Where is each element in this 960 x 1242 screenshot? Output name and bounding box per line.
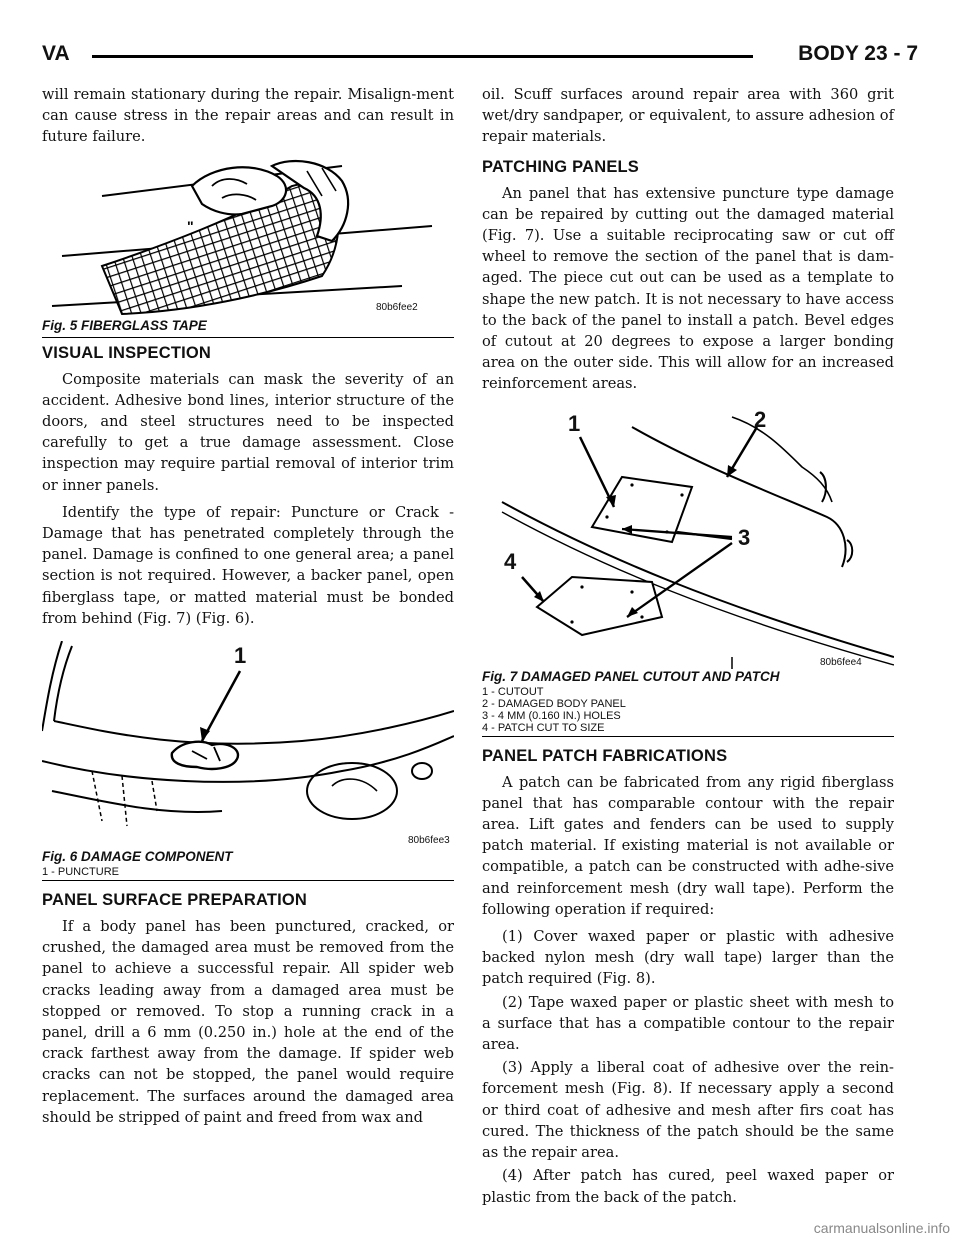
right-column <box>482 84 894 1210</box>
patching-paragraph: An panel that has extensive puncture type damage can be repaired by cutting out the damaged material (Fig. 7). Use a suitable reciprocating saw or cut off wheel to remove the section of the panel that is dam-aged. The piece cut out can be used as a template to shape the new patch. It is not necessary to have access to the back of the panel to install a patch. Bevel edges of cutout at 20 degrees to expose a larger bonding area on the outer side. This will allow for an increased reinforcement areas. <box>482 184 894 393</box>
figure-7-callout-4: 4 <box>504 548 517 574</box>
figure-6-code: 80b6fee3 <box>408 835 450 847</box>
watermark: carmanualsonline.info <box>813 1220 950 1236</box>
figure-7-legend-item: 3 - 4 MM (0.160 IN.) HOLES <box>482 709 621 722</box>
fabrication-step-4: (4) After patch has cured, peel waxed paper or plastic from the back of the patch. <box>482 1167 894 1206</box>
figure-7 <box>482 407 894 737</box>
header-section: VA <box>42 42 70 65</box>
damage-component-illustration <box>42 641 454 849</box>
figure-7-legend-item: 4 - PATCH CUT TO SIZE <box>482 721 605 734</box>
visual-inspection-paragraph-1: Composite materials can mask the severity of an accident. Adhesive bond lines, interior structure of the doors, and steel structures need to be inspected carefully to get a true damage assessment. Close inspection may require partial removal of interior trim or inner panels. <box>42 370 454 494</box>
intro-paragraph: will remain stationary during the repair. Misalign-ment can cause stress in the repair areas and can result in future failure. <box>42 86 454 146</box>
fabrications-heading: PANEL PATCH FABRICATIONS <box>482 746 728 765</box>
svg-text:": " <box>187 217 194 234</box>
figure-7-caption: Fig. 7 DAMAGED PANEL CUTOUT AND PATCH <box>482 668 780 684</box>
page-header <box>42 42 918 68</box>
visual-inspection-paragraph-2: Identify the type of repair: Puncture or Crack - Damage that has penetrated completely through the panel. Damage is confined to one general area; a panel section is not required. However, a backer panel, open fiberglass tape, or matted material must be bonded from behind (Fig. 7) (Fig. 6). <box>42 503 454 627</box>
figure-6-rule <box>42 880 454 881</box>
figure-7-legend <box>482 686 894 734</box>
left-column <box>42 84 454 1134</box>
figure-7-callout-1: 1 <box>568 410 581 436</box>
figure-6 <box>42 641 454 881</box>
patching-heading: PATCHING PANELS <box>482 157 640 176</box>
fabrication-step-3: (3) Apply a liberal coat of adhesive over the rein-forcement mesh (Fig. 8). If necessary apply a second or third coat of adhesive and mesh after firs coat has cured. The thickness of the patch should be the same as the repair area. <box>482 1059 894 1162</box>
figure-7-callout-2: 2 <box>754 406 767 432</box>
surface-prep-paragraph: If a body panel has been punctured, cracked, or crushed, the damaged area must be removed from the panel to achieve a successful repair. All spider web cracks leading away from a damaged area must be stopped or removed. To stop a running crack in a panel, drill a 6 mm (0.250 in.) hole at the end of the crack farthest away from the damage. If spider web cracks can not be stopped, the panel would require replacement. The surfaces around the damaged area should be stripped of paint and freed from wax and <box>42 918 454 1126</box>
continued-paragraph: oil. Scuff surfaces around repair area with 360 grit wet/dry sandpaper, or equivalent, to assure adhesion of repair materials. <box>482 86 894 146</box>
figure-5-caption: Fig. 5 FIBERGLASS TAPE <box>42 317 207 333</box>
figure-5-code: 80b6fee2 <box>376 301 418 313</box>
figure-7-legend-item: 2 - DAMAGED BODY PANEL <box>482 697 626 710</box>
figure-5-rule <box>42 337 454 338</box>
surface-prep-heading: PANEL SURFACE PREPARATION <box>42 891 308 910</box>
figure-7-code: 80b6fee4 <box>820 656 862 668</box>
fabrication-step-1: (1) Cover waxed paper or plastic with adhesive backed nylon mesh (dry wall tape) larger than the patch required (Fig. 8). <box>482 928 894 988</box>
figure-5 <box>42 156 454 334</box>
header-page-number: BODY 23 - 7 <box>798 42 918 65</box>
header-rule <box>92 55 753 58</box>
figure-6-callout: 1 <box>234 643 247 669</box>
fabrication-step-2: (2) Tape waxed paper or plastic sheet with mesh to a surface that has a compatible contour to the repair area. <box>482 993 894 1054</box>
figure-7-callout-3: 3 <box>738 524 751 550</box>
figure-7-legend-item: 1 - CUTOUT <box>482 685 544 698</box>
fiberglass-tape-illustration <box>42 156 454 318</box>
figure-7-rule <box>482 736 894 737</box>
figure-6-caption: Fig. 6 DAMAGE COMPONENT <box>42 849 233 865</box>
fabrications-paragraph: A patch can be fabricated from any rigid fiberglass panel that has comparable contour with the repair area. Lift gates and fenders can be used to supply patch material. If existing material is not available or compatible, a patch can be constructed with adhe-sive and reinforcement mesh (dry wall tape). Perform the following operation if required: <box>482 773 894 918</box>
figure-6-legend <box>42 866 454 878</box>
damaged-panel-cutout-illustration <box>482 407 894 669</box>
figure-6-legend-item: 1 - PUNCTURE <box>42 866 120 879</box>
visual-inspection-heading: VISUAL INSPECTION <box>42 343 212 362</box>
